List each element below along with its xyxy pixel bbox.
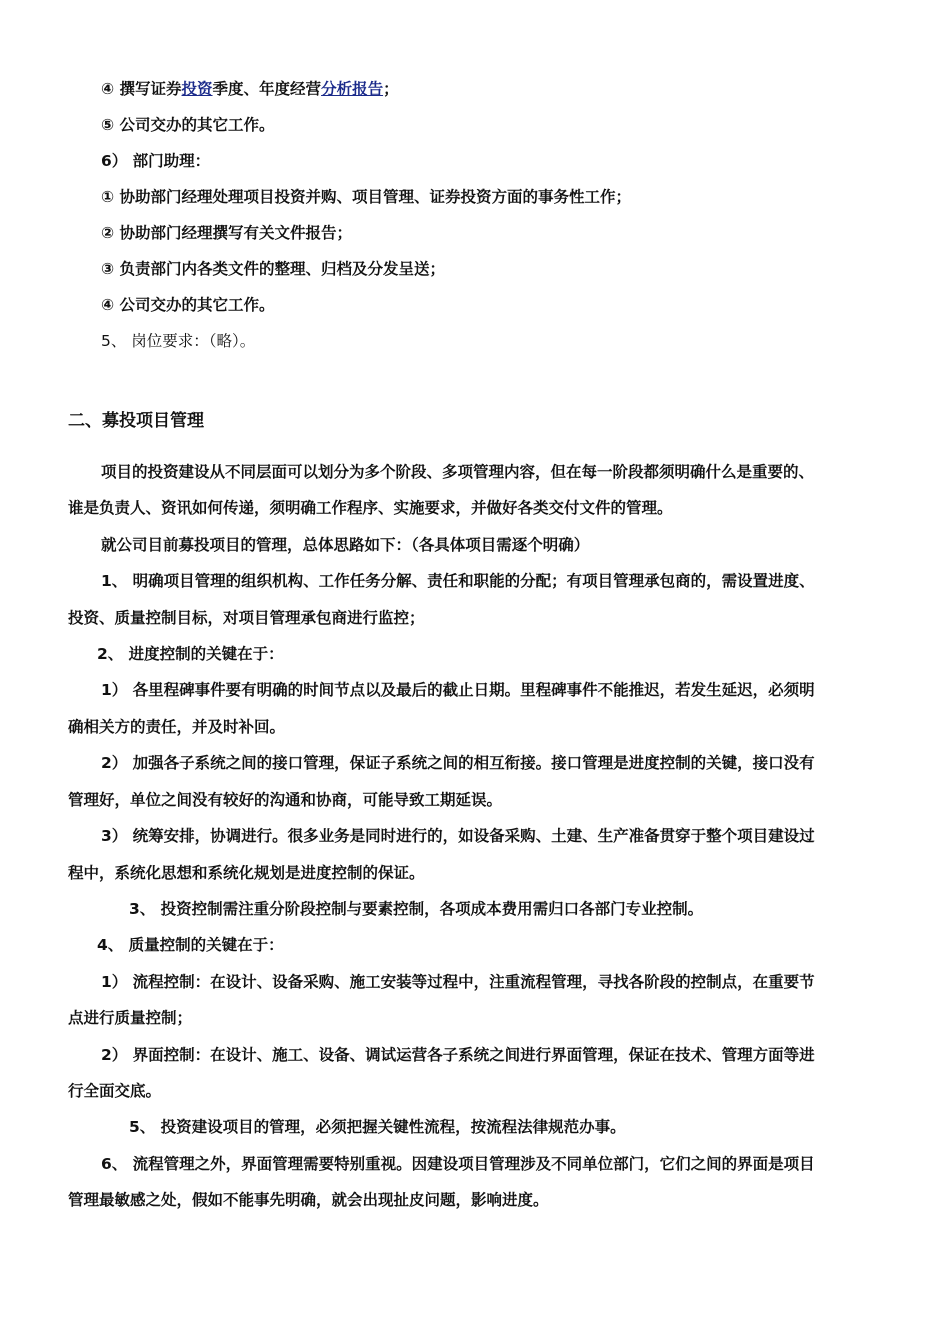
list-item-6-cont: 管理最敏感之处，假如不能事先明确，就会出现扯皮问题，影响进度。 [68, 1191, 549, 1209]
duty-item-4-prefix: ④ 撰写证券 [101, 80, 182, 98]
duty-item-4-suffix: ； [383, 80, 399, 98]
list-item-4: 4、 质量控制的关键在于： [97, 936, 284, 954]
duty-item-4-middle: 季度、年度经营 [212, 80, 322, 98]
assistant-item-4: ④ 公司交办的其它工作。 [101, 296, 275, 314]
list-item-1: 1、 明确项目管理的组织机构、工作任务分解、责任和职能的分配；有项目管理承包商的，需设置进度、 [101, 572, 815, 590]
section-department-assistant: 6） 部门助理： [101, 152, 211, 170]
assistant-item-3: ③ 负责部门内各类文件的整理、归档及分发呈送； [101, 260, 446, 278]
list-item-5: 5、 投资建设项目的管理，必须把握关键性流程，按流程法律规范办事。 [129, 1118, 626, 1136]
section-heading: 二、募投项目管理 [68, 411, 204, 431]
quality-sub-item-1: 1） 流程控制：在设计、设备采购、施工安装等过程中，注重流程管理，寻找各阶段的控制点，在重要节 [101, 973, 815, 991]
quality-sub-item-1-cont: 点进行质量控制； [68, 1009, 193, 1027]
list-item-6: 6、 流程管理之外，界面管理需要特别重视。因建设项目管理涉及不同单位部门，它们之间的界面是项目 [101, 1155, 815, 1173]
list-item-3: 3、 投资控制需注重分阶段控制与要素控制，各项成本费用需归口各部门专业控制。 [129, 900, 704, 918]
list-item-1-cont: 投资、质量控制目标，对项目管理承包商进行监控； [68, 609, 425, 627]
duty-item-5: ⑤ 公司交办的其它工作。 [101, 116, 275, 134]
duty-item-4-line [101, 79, 399, 99]
sub-item-3: 3） 统筹安排，协调进行。很多业务是同时进行的，如设备采购、土建、生产准备贯穿于整个项目建设过 [101, 827, 815, 845]
assistant-item-2: ② 协助部门经理撰写有关文件报告； [101, 224, 353, 242]
sub-item-2-cont: 管理好，单位之间没有较好的沟通和协商，可能导致工期延误。 [68, 791, 503, 809]
investment-link[interactable]: 投资 [181, 80, 213, 98]
sub-item-3-cont: 程中，系统化思想和系统化规划是进度控制的保证。 [68, 864, 425, 882]
list-item-2: 2、 进度控制的关键在于： [97, 645, 284, 663]
paragraph-line: 谁是负责人、资讯如何传递，须明确工作程序、实施要求，并做好各类交付文件的管理。 [68, 499, 673, 517]
quality-sub-item-2-cont: 行全面交底。 [68, 1082, 162, 1100]
sub-item-2: 2） 加强各子系统之间的接口管理，保证子系统之间的相互衔接。接口管理是进度控制的关键，接口没有 [101, 754, 815, 772]
position-requirements: 5、 岗位要求：（略）。 [101, 332, 256, 350]
analysis-report-link[interactable]: 分析报告 [321, 80, 384, 98]
assistant-item-1: ① 协助部门经理处理项目投资并购、项目管理、证券投资方面的事务性工作； [101, 188, 632, 206]
sub-item-1: 1） 各里程碑事件要有明确的时间节点以及最后的截止日期。里程碑事件不能推迟，若发生延迟，必须明 [101, 681, 815, 699]
paragraph-line: 项目的投资建设从不同层面可以划分为多个阶段、多项管理内容，但在每一阶段都须明确什么是重要的、 [101, 463, 815, 481]
sub-item-1-cont: 确相关方的责任，并及时补回。 [68, 718, 286, 736]
paragraph-line: 就公司目前募投项目的管理，总体思路如下：（各具体项目需逐个明确） [101, 536, 590, 554]
quality-sub-item-2: 2） 界面控制：在设计、施工、设备、调试运营各子系统之间进行界面管理，保证在技术、管理方面等进 [101, 1046, 815, 1064]
